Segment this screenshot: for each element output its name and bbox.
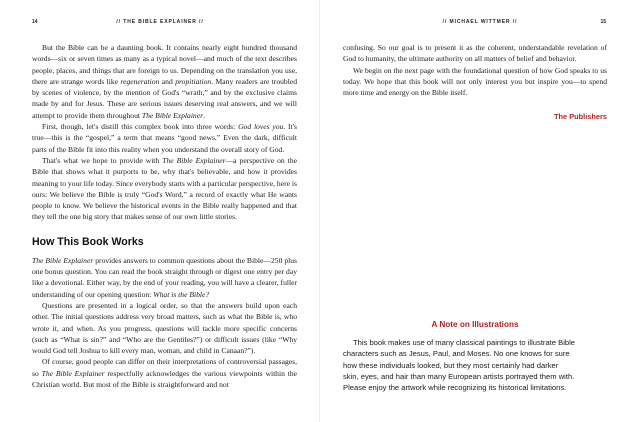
how-it-works-section (32, 255, 297, 391)
italic-run: What is the Bible? (153, 289, 210, 299)
right-text-block (343, 42, 607, 121)
left-text-block (32, 42, 297, 390)
italic-run: The Bible Explainer (32, 255, 94, 265)
note-line: how these individuals looked, but they most certainly had darker (343, 360, 559, 370)
italic-run: regeneration (120, 76, 160, 86)
italic-run: The Bible Explainer (41, 368, 105, 378)
note-line: Please enjoy the artwork while recognizing its historical limitations. (343, 383, 567, 393)
right-page-number: 15 (600, 19, 606, 25)
signature: The Publishers (554, 112, 607, 122)
note-title: A Note on Illustrations (431, 320, 519, 329)
section-heading: How This Book Works (32, 235, 144, 248)
intro-paragraph: That's what we hope to provide with The Bible Explainer—a perspective on the Bible that shows what it purports to be, why that's believable, and how it provides meaning to your life today. Since everybody starts with a particular perspective, here is ours: We believe the Bible is truly “God's Word,” a record of exactly what He wants people to know. We believe the historical events in the Bible really happened and that they tell the one big story that makes sense of our own little stories. (32, 155, 297, 222)
italic-run: The Bible Explainer (162, 155, 226, 165)
section-paragraph: Of course, good people can differ on their interpretations of controversial passages, so The Bible Explainer respectfully acknowledges the various viewpoints within the Christian world. But most of the Bible is straightforward and not (32, 357, 297, 390)
italic-run: God loves you (238, 122, 284, 132)
note-line: skin, eyes, and hair than many European artists portrayed them with. (343, 371, 575, 381)
note-line: This book makes use of many classical paintings to illustrate Bible (353, 338, 576, 347)
intro-section (32, 42, 297, 223)
section-paragraph: The Bible Explainer provides answers to common questions about the Bible—250 plus one bonus question. You can read the book straight through or digest one entry per day like a devotional. Either way, by the end of your reading, you will have a clearer, fuller understanding of our opening question: What is the Bible? (32, 255, 297, 299)
left-page-number: 14 (32, 19, 38, 25)
continued-paragraph: confusing. So our goal is to present it as the coherent, understandable revelation of God to humanity, the ultimate authority on all matters of belief and behavior. (343, 43, 607, 64)
section-paragraph: Questions are presented in a logical order, so that the answers build upon each other. The initial questions address very broad matters, such as what the Bible is, who wrote it, and when. As you progress, questions will tackle more specific concerns (such as “What is sin?” and “Who are the Gentiles?”) or difficult issues (like “Why would God tell Joshua to kill every man, woman, and child in Canaan?”). (32, 300, 297, 356)
italic-run: The Bible Explainer (141, 110, 204, 120)
note-body (343, 337, 607, 393)
right-running-head: // MICHAEL WITTMER // (442, 19, 518, 25)
left-running-head: // THE BIBLE EXPLAINER // (116, 19, 204, 25)
intro-paragraph: First, though, let's distill this complex book into three words: God loves you. It's true—this is the “gospel,” a term that means “good news.” Even the dark, difficult parts of the Bible fit into this reality when you understand the overall story of God. (32, 122, 297, 154)
intro-paragraph: But the Bible can be a daunting book. It contains nearly eight hundred thousand words—six or seven times as many as a typical novel—and much of the text describes people, places, and things that are foreign to us. Depending on the translation you use, there are strange words like regeneration and propitiation. Many readers are troubled by scenes of violence, by the mention of God's “wrath,” and by the exclusive claims made by and for Jesus. These are serious issues deserving real answers, and we will attempt to provide them throughout The Bible Explainer. (32, 43, 297, 120)
illustrations-note (343, 320, 607, 393)
italic-run: propitiation (175, 76, 212, 86)
note-line: characters such as Jesus, Paul, and Moses. No one knows for sure (343, 349, 570, 359)
closing-paragraph: We begin on the next page with the foundational question of how God speaks to us today. We hope that this book will not only interest you but inspire you—to spend more time and energy on the Bible itself. (343, 65, 607, 98)
right-page (320, 0, 640, 422)
